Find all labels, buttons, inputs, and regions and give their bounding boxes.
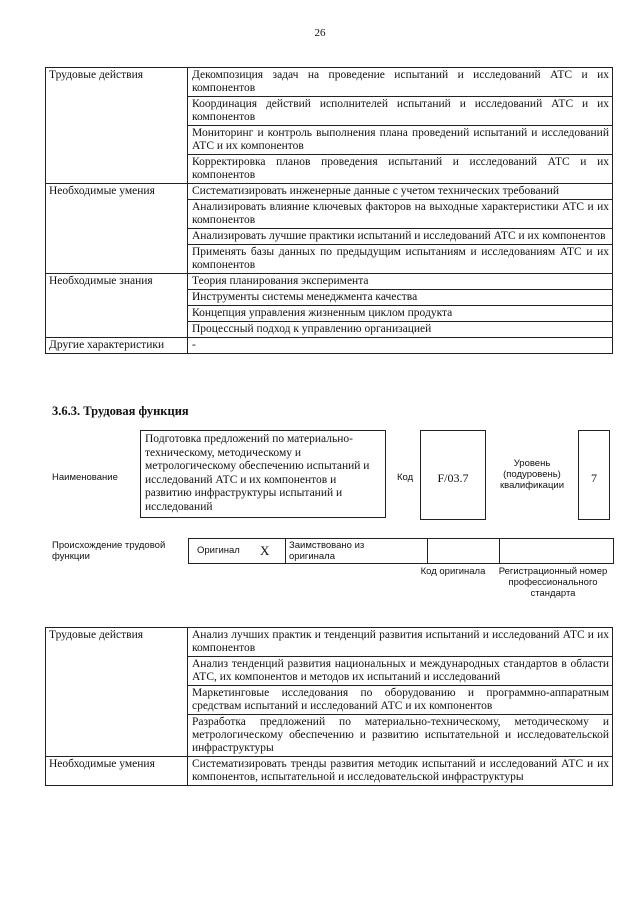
section-header: Необходимые знания [46,274,188,338]
table-cell: Анализ тенденций развития национальных и международных стандартов в области АТС, их компонентов и методов их испытаний и исследований [188,657,613,686]
divider [285,539,286,563]
labor-actions-table-2 [45,627,613,786]
table-cell: Анализировать влияние ключевых факторов на выходные характеристики АТС и их компонентов [188,200,613,229]
reg-number-label: Регистрационный номер профессионального стандарта [498,566,608,599]
table-cell: Систематизировать тренды развития методик испытаний и исследований АТС и их компонентов, испытательной и исследовательской инфраструктуры [188,757,613,786]
original-label: Оригинал [197,545,240,556]
code-value: F/03.7 [437,471,469,485]
table-cell: Мониторинг и контроль выполнения плана проведений испытаний и исследований АТС и их компонентов [188,126,613,155]
original-mark: X [260,543,270,558]
table-cell: Применять базы данных по предыдущим испытаниям и исследованиям АТС и их компонентов [188,245,613,274]
table-cell: Разработка предложений по материально-техническому, методическому и метрологическому обеспечению и развитию испытательной и исследовательской инфраструктуры [188,715,613,757]
section-header: Необходимые умения [46,184,188,274]
table-cell: Координация действий исполнителей испытаний и исследований АТС и их компонентов [188,97,613,126]
section-title: 3.6.3. Трудовая функция [52,404,189,418]
section-header: Трудовые действия [46,68,188,184]
section-header: Другие характеристики [46,338,188,354]
function-name: Подготовка предложений по материально-техническому, методическому и метрологическому обеспечению испытаний и исследований АТС и их компонентов и развитию инфраструктуры испытаний и исследований [140,430,386,518]
table-cell: Теория планирования эксперимента [188,274,613,290]
divider [427,539,428,563]
level-value: 7 [591,471,597,485]
table-cell: Анализировать лучшие практики испытаний и исследований АТС и их компонентов [188,229,613,245]
table-cell: Анализ лучших практик и тенденций развития испытаний и исследований АТС и их компонентов [188,628,613,657]
table-cell: Маркетинговые исследования по оборудованию и программно-аппаратным средствам испытаний и исследований АТС и их компонентов [188,686,613,715]
table-cell: Концепция управления жизненным циклом продукта [188,306,613,322]
labor-actions-table [45,67,613,354]
table-cell: Процессный подход к управлению организацией [188,322,613,338]
table-cell: Декомпозиция задач на проведение испытаний и исследований АТС и их компонентов [188,68,613,97]
table-cell: Систематизировать инженерные данные с учетом технических требований [188,184,613,200]
table-cell: - [188,338,613,354]
name-label: Наименование [52,472,118,483]
code-original-label: Код оригинала [420,566,486,577]
code-label: Код [397,472,414,483]
level-box [578,430,610,520]
page-number: 26 [314,27,326,39]
section-header: Трудовые действия [46,628,188,757]
section-header: Необходимые умения [46,757,188,786]
table-cell: Инструменты системы менеджмента качества [188,290,613,306]
level-label: Уровень (подуровень) квалификации [499,458,565,491]
borrowed-label: Заимствовано из оригинала [289,540,365,562]
origin-label: Происхождение трудовой функции [52,540,166,562]
table-cell: Корректировка планов проведения испытаний и исследований АТС и их компонентов [188,155,613,184]
origin-box [188,538,614,564]
code-box [420,430,486,520]
divider [499,539,500,563]
